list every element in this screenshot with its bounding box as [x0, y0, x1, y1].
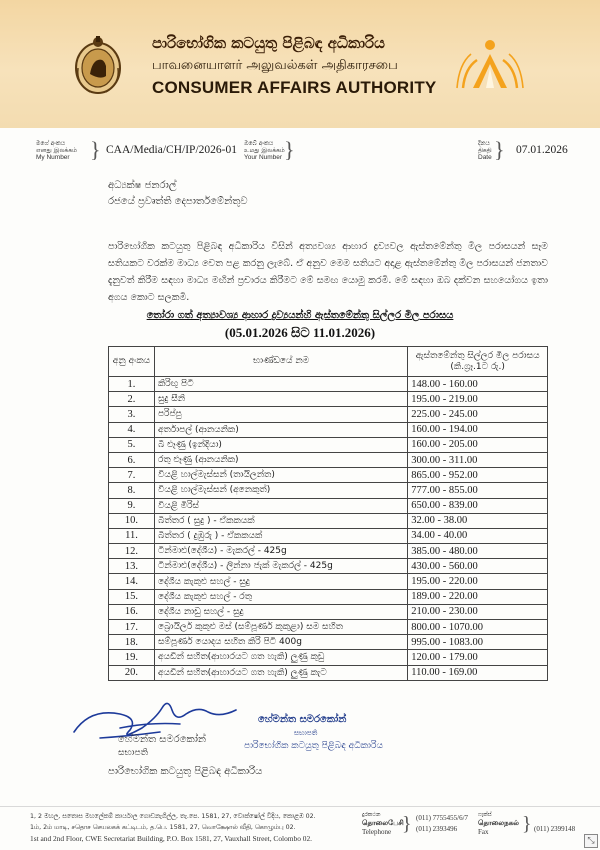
telephone-2: (011) 2393496 — [416, 825, 458, 833]
org-name-sinhala: පාරිභෝගික කටයුතු පිළිබඳ අධිකාරිය — [152, 34, 385, 52]
row-serial-no: 11. — [109, 528, 155, 543]
row-serial-no: 6. — [109, 452, 155, 467]
footer-address-tamil: 1ம், 2ம் மாடி, சதொச செயலகக் கட்டிடம், த.பெ. 1581, 27, வொக்ஷோல் வீதி, கொழும்பு 02. — [30, 824, 296, 831]
signatory-org: පාරිභෝගික කටයුතු පිළිබඳ අධිකාරිය — [108, 766, 263, 777]
row-item-name: අයඩින් සහිත(ආහාරයට ගත හැකි) ලුණු කුඩු — [154, 650, 407, 665]
table-row — [109, 513, 548, 528]
table-row — [109, 635, 548, 650]
row-price-range: 148.00 - 160.00 — [408, 377, 548, 392]
table-row — [109, 498, 548, 513]
signatory-title: සභාපති — [118, 748, 148, 758]
row-price-range: 865.00 - 952.00 — [408, 468, 548, 483]
row-item-name: වියළි හාල්මැස්සන් (තායිලන්ත) — [154, 468, 407, 483]
my-number-value: CAA/Media/CH/IP/2026-01 — [106, 144, 237, 156]
row-price-range: 777.00 - 855.00 — [408, 483, 548, 498]
table-row — [109, 468, 548, 483]
row-serial-no: 7. — [109, 468, 155, 483]
caa-logo-icon — [455, 38, 525, 93]
row-item-name: සුදු සීනි — [154, 392, 407, 407]
row-item-name: දේශීය කැකුළු සහල් - රතු — [154, 589, 407, 604]
row-serial-no: 8. — [109, 483, 155, 498]
table-row — [109, 604, 548, 619]
addressee-title: අධ්‍යක්ෂ ජනරාල් — [108, 180, 177, 191]
header-item-name: භාණ්ඩයේ නම — [154, 347, 407, 377]
row-serial-no: 2. — [109, 392, 155, 407]
table-row — [109, 665, 548, 680]
row-price-range: 225.00 - 245.00 — [408, 407, 548, 422]
row-serial-no: 15. — [109, 589, 155, 604]
org-name-english: CONSUMER AFFAIRS AUTHORITY — [152, 78, 437, 97]
row-serial-no: 9. — [109, 498, 155, 513]
brace: } — [494, 137, 505, 162]
org-name-tamil: பாவனையாளர் அலுவல்கள் அதிகாரசபை — [152, 58, 398, 73]
row-item-name: කිරිඟු පිටි — [154, 377, 407, 392]
row-item-name: අර්තාපල් (ආනයනික) — [154, 422, 407, 437]
footer-address-sinhala: 1, 2 මහල, සතොස මහලේකම් කාර්යාල ගොඩනැගිල්ල, තැ.පෙ. 1581, 27, වොක්ෂෝල් වීදිය, කොළඹ 02. — [30, 813, 316, 820]
brace: } — [402, 813, 412, 835]
row-price-range: 995.00 - 1083.00 — [408, 635, 548, 650]
row-item-name: වියළි හාල්මැස්සන් (අනෙකුත්) — [154, 483, 407, 498]
row-item-name: බී ළූණු (ඉන්දියා) — [154, 437, 407, 452]
row-item-name: රතු ළූණු (ආනයනික) — [154, 452, 407, 467]
telephone-label: දුරකථන தொலைபேசி Telephone — [362, 812, 404, 836]
table-row — [109, 544, 548, 559]
row-serial-no: 10. — [109, 513, 155, 528]
row-price-range: 32.00 - 38.00 — [408, 513, 548, 528]
row-price-range: 34.00 - 40.00 — [408, 528, 548, 543]
row-price-range: 160.00 - 205.00 — [408, 437, 548, 452]
row-item-name: ටින්මාළු(දේශීය) - මැකරල් - 425g — [154, 544, 407, 559]
table-row — [109, 574, 548, 589]
row-price-range: 120.00 - 179.00 — [408, 650, 548, 665]
row-price-range: 300.00 - 311.00 — [408, 452, 548, 467]
sri-lanka-emblem-icon — [72, 34, 124, 96]
stamp-title: සභාපති — [294, 729, 318, 737]
row-item-name: පරිප්පු — [154, 407, 407, 422]
row-serial-no: 13. — [109, 559, 155, 574]
row-serial-no: 3. — [109, 407, 155, 422]
my-number-label: මගේ අංකය எனது இலக்கம் My Number — [36, 140, 77, 161]
row-item-name: දේශීය නාඩු සහල් - සුදු — [154, 604, 407, 619]
row-item-name: බ්‍රොයිලර් කුකුළු මස් (සම්පූර්ණ කුකුළා) සම සහිත — [154, 620, 407, 635]
telephone-1: (011) 7755455/6/7 — [416, 814, 469, 822]
letterhead — [0, 0, 600, 128]
price-table — [108, 346, 548, 681]
row-price-range: 210.00 - 230.00 — [408, 604, 548, 619]
table-date-range: (05.01.2026 සිට 11.01.2026) — [224, 325, 376, 340]
table-row — [109, 422, 548, 437]
brace: } — [522, 813, 532, 835]
stamp-org: පාරිභෝගික කටයුතු පිළිබඳ අධිකාරිය — [244, 741, 383, 751]
table-row — [109, 528, 548, 543]
brace: } — [90, 137, 101, 162]
footer-address-english: 1st and 2nd Floor, CWE Secretariat Building, P.O. Box 1581, 27, Vauxhall Street, Colombo 02. — [30, 834, 313, 843]
row-item-name: බිත්තර ( දුඹුරු ) - ඒකකයක් — [154, 528, 407, 543]
your-number-label: ඔබේ අංකය உமது இலக்கம் Your Number — [244, 140, 285, 161]
table-title: තෝරා ගත් අත්‍යාවශ්‍ය ආහාර ද්‍රව්‍යයන්හි ඇස්තමේන්තු සිල්ලර මිල පරාසය — [146, 310, 454, 321]
row-serial-no: 19. — [109, 650, 155, 665]
table-row — [109, 559, 548, 574]
row-serial-no: 16. — [109, 604, 155, 619]
brace: } — [284, 137, 295, 162]
row-item-name: සම්පූර්ණ යොදය සහිත කිරි පිටි 400g — [154, 635, 407, 650]
row-serial-no: 1. — [109, 377, 155, 392]
row-price-range: 160.00 - 194.00 — [408, 422, 548, 437]
row-price-range: 195.00 - 220.00 — [408, 574, 548, 589]
table-row — [109, 437, 548, 452]
table-row — [109, 620, 548, 635]
addressee-department: රජයේ ප්‍රවෘත්ති දෙපාර්තමේන්තුව — [108, 196, 248, 207]
row-item-name: දේශීය කැකුළු සහල් - සුදු — [154, 574, 407, 589]
row-price-range: 650.00 - 839.00 — [408, 498, 548, 513]
row-price-range: 110.00 - 169.00 — [408, 665, 548, 680]
signatory-name: හේමන්ත සමරකෝන් — [118, 734, 207, 745]
table-row — [109, 483, 548, 498]
row-price-range: 800.00 - 1070.00 — [408, 620, 548, 635]
row-item-name: අයඩින් සහිත(ආහාරයට ගත හැකි) ලුණු කැට — [154, 665, 407, 680]
table-body — [109, 377, 548, 681]
fax-label: ෆැක්ස් தொலைநகல் Fax — [478, 812, 519, 836]
row-item-name: වියළි මිරිස් — [154, 498, 407, 513]
row-serial-no: 17. — [109, 620, 155, 635]
header-serial-no: අනු අංකය — [109, 347, 155, 377]
date-label: දිනය திகதி Date — [478, 140, 492, 161]
row-serial-no: 4. — [109, 422, 155, 437]
stamp-name: හේමන්ත සමරකෝන් — [258, 714, 347, 725]
letter-body: පාරිභෝගික කටයුතු පිළිබඳ අධිකාරිය විසින් අත්‍යවශ්‍ය ආහාර ද්‍රව්‍යවල ඇස්තමේන්තු මිල පරාසයන් සෑම සතියකට වරක්ම මාධ්‍ය වෙත පළ කරනු ලැබේ. ඒ අනුව මෙම සතියට අදාළ ඇස්තමේන්තු මිල පරාසයන් ජනතාව දැනුවත් කිරීම සඳහා මාධ්‍ය මඟින් ප්‍රචාරය කිරීමට මේ සමඟ යොමු කරමි. මේ සඳහා ඔබ දක්වන සහයෝගය ඉතා අගය කොට සලකමි. — [108, 241, 548, 303]
row-price-range: 189.00 - 220.00 — [408, 589, 548, 604]
header-price-range: ඇස්තමේන්තු සිල්ලර මිල පරාසය (කි.ග්‍රෑ.1ට රු.) — [408, 347, 548, 377]
row-item-name: ටින්මාළු(දේශීය) - ලින්නා ජැක් මැකරල් - 425g — [154, 559, 407, 574]
table-row — [109, 407, 548, 422]
row-serial-no: 20. — [109, 665, 155, 680]
row-serial-no: 12. — [109, 544, 155, 559]
row-price-range: 430.00 - 560.00 — [408, 559, 548, 574]
resize-corner-icon[interactable]: ⤡ — [584, 834, 598, 848]
row-serial-no: 18. — [109, 635, 155, 650]
table-row — [109, 377, 548, 392]
table-row — [109, 589, 548, 604]
table-row — [109, 452, 548, 467]
table-header-row — [109, 347, 548, 377]
table-row — [109, 392, 548, 407]
fax-number: (011) 2399148 — [534, 825, 576, 833]
table-row — [109, 650, 548, 665]
row-price-range: 195.00 - 219.00 — [408, 392, 548, 407]
footer-divider — [0, 806, 600, 807]
row-serial-no: 5. — [109, 437, 155, 452]
row-serial-no: 14. — [109, 574, 155, 589]
date-value: 07.01.2026 — [516, 144, 568, 156]
row-price-range: 385.00 - 480.00 — [408, 544, 548, 559]
row-item-name: බිත්තර ( සුදු ) - ඒකකයක් — [154, 513, 407, 528]
